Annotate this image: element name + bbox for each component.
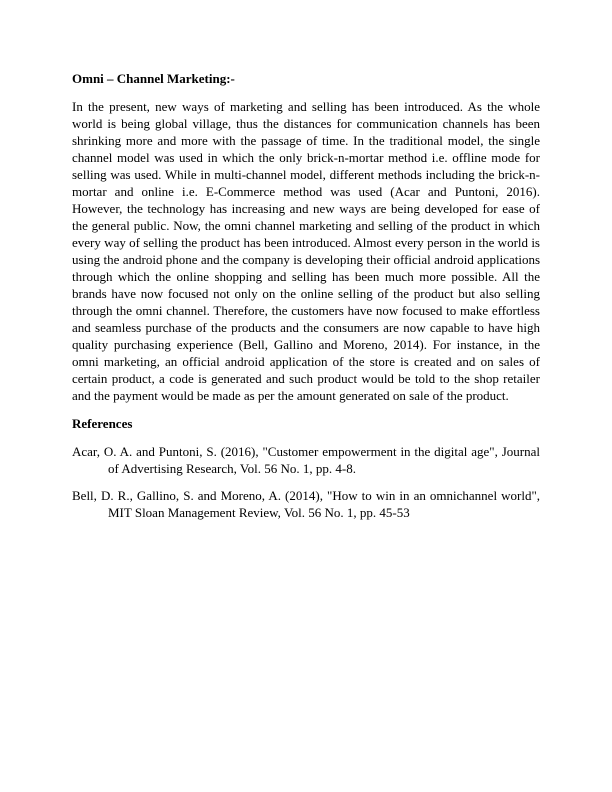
section-heading: Omni – Channel Marketing:-	[72, 71, 235, 86]
document-page	[72, 70, 540, 531]
references-heading: References	[72, 416, 133, 431]
reference-entry: Acar, O. A. and Puntoni, S. (2016), "Customer empowerment in the digital age", Journal of Advertising Research, Vol. 56 No. 1, pp. 4-8.	[72, 444, 540, 476]
reference-entry: Bell, D. R., Gallino, S. and Moreno, A. (2014), "How to win in an omnichannel world", MIT Sloan Management Review, Vol. 56 No. 1, pp. 45-53	[72, 488, 540, 520]
body-paragraph: In the present, new ways of marketing and selling has been introduced. As the whole world is being global village, thus the distances for communication channels has been shrinking more and more with the passage of time. In the traditional model, the single channel model was used in which the only brick-n-mortar method i.e. offline mode for selling was used. While in multi-channel model, different methods including the brick-n-mortar and online i.e. E-Commerce method was used (Acar and Puntoni, 2016). However, the technology has increasing and new ways are being developed for ease of the general public. Now, the omni channel marketing and selling of the product in which every way of selling the product has been introduced. Almost every person in the world is using the android phone and the company is developing their official android applications through which the online shopping and selling has been much more possible. All the brands have now focused not only on the online selling of the product but also selling through the omni channel. Therefore, the customers have now focused to make effortless and seamless purchase of the products and the consumers are now capable to have high quality purchasing experience (Bell, Gallino and Moreno, 2014). For instance, in the omni marketing, an official android application of the store is created and on sales of certain product, a code is generated and such product would be told to the shop retailer and the payment would be made as per the amount generated on sale of the product.	[72, 99, 540, 403]
